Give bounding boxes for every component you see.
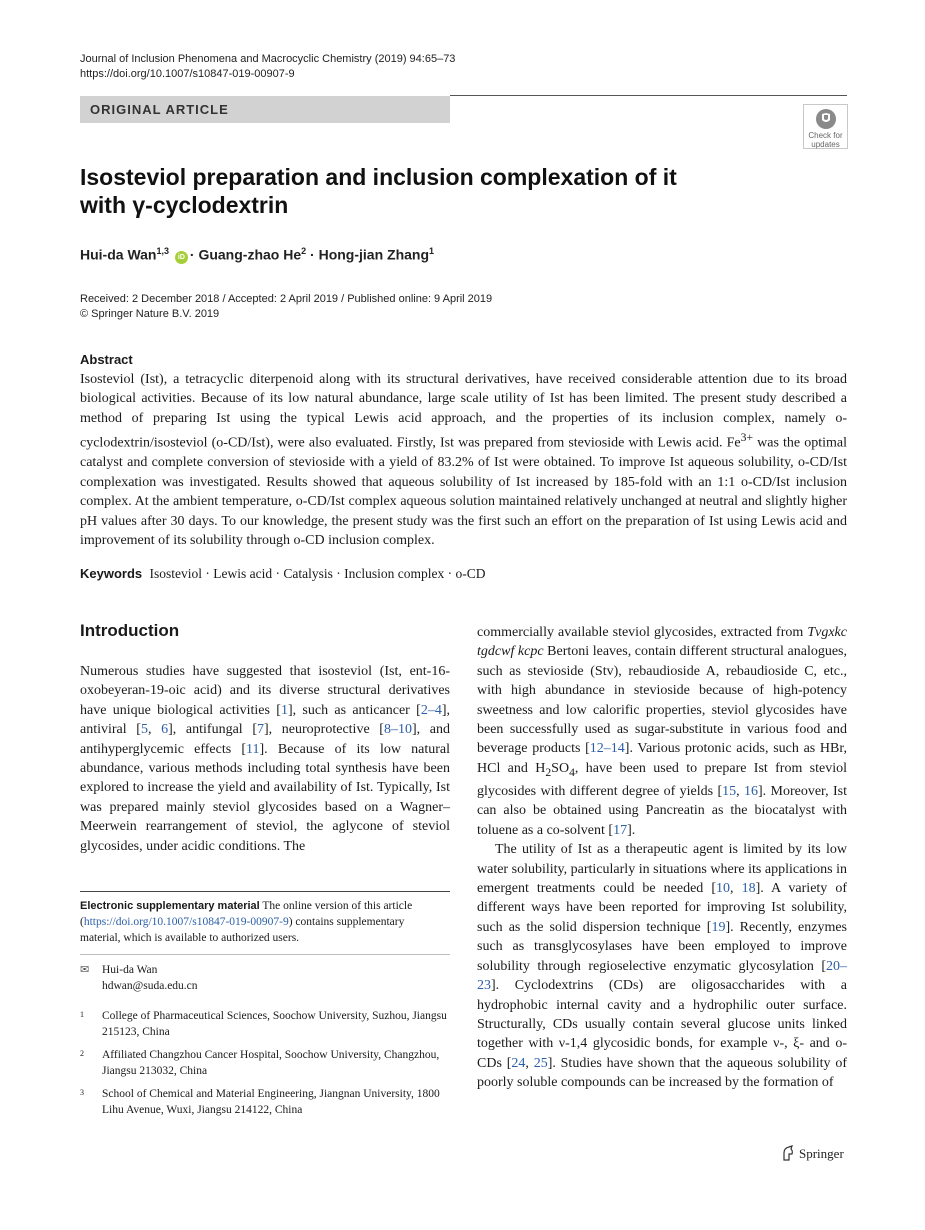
header-rule (450, 95, 847, 96)
intro-paragraph (477, 840, 847, 1092)
author-affil-sup: 1 (429, 246, 435, 256)
affiliation-number: 1 (80, 1010, 84, 1019)
affiliation-number: 2 (80, 1049, 84, 1058)
intro-paragraph (80, 662, 450, 856)
author-name: Hong-jian Zhang (318, 246, 430, 263)
esm-text: ) contains supplementary material, which is available to authorized users. (80, 916, 405, 944)
envelope-icon: ✉ (80, 964, 90, 976)
journal-header (80, 52, 455, 82)
affiliation-3 (80, 1086, 450, 1118)
abstract-text-1: Isosteviol (Ist), a tetracyclic diterpenoid along with its structural derivatives, have received considerable attention due to its broad biological activities. Because of its low natural abundance, large scale utility of Ist has been limited. The present study described a method of preparing Ist using the typical Lewis acid approach, and the properties of its inclusion complex, namely o-cyclodextrin/isosteviol (o-CD/Ist), were also evaluated. Firstly, Ist was prepared from stevioside with Lewis acid. Fe (80, 372, 847, 451)
check-updates-line1: Check for (808, 131, 843, 140)
publication-dates (80, 292, 492, 322)
corresponding-author (80, 962, 198, 994)
iron-charge-sup: 3+ (740, 431, 754, 445)
citation-link[interactable]: 1 (280, 702, 288, 718)
orcid-icon[interactable]: iD (175, 251, 188, 264)
title-line-2: with γ-cyclodextrin (80, 192, 289, 218)
citation-link[interactable]: 8–10 (383, 722, 412, 738)
text-run: ], and antihyperglycemic effects [ (80, 722, 450, 757)
subscript: 4 (569, 765, 575, 779)
author-name: Guang-zhao He (198, 246, 302, 263)
text-run: SO (551, 760, 570, 776)
text-run: ]. Moreover, Ist can also be obtained using Pancreatin as the biocatalyst with toluene as a co-solvent [ (477, 784, 847, 838)
species-name: Tvgxkc tgdcwf kcpc (477, 625, 847, 660)
received-accepted-line: Received: 2 December 2018 / Accepted: 2 April 2019 / Published online: 9 April 2019 (80, 293, 493, 305)
esm-text: The online version of this article ( (80, 900, 413, 928)
doi-link[interactable]: https://doi.org/10.1007/s10847-019-00907-9 (80, 68, 295, 80)
abstract-text-2: was the optimal catalyst and complete conversion of stevioside with a yield of 83.2% of Ist were obtained. To improve Ist aqueous solubility, o-CD/Ist complexation was investigated. Results showed that aqueous solubility of Ist increased by 185-fold with an 1:1 o-CD/Ist inclusion complex. At the ambient temperature, o-CD/Ist complex aqueous solution maintained relatively unchanged at neutral and slightly higher pH values after 30 days. To our knowledge, the present study was the first such an effort on the preparation of Ist using Lewis acid and improvement of its solubility through o-CD inclusion complex. (80, 435, 848, 548)
abstract-heading: Abstract (80, 352, 133, 367)
footnote-divider (80, 954, 450, 955)
supplementary-note (80, 898, 425, 946)
text-run: ]. Various protonic acids, such as HBr, HCl and H (477, 741, 847, 776)
esm-label: Electronic supplementary material (80, 900, 260, 912)
copyright-line: © Springer Nature B.V. 2019 (80, 308, 220, 320)
intro-paragraph (477, 623, 847, 840)
publisher-logo (781, 1145, 844, 1162)
text-run: Bertoni leaves, contain different structural analogues, such as stevioside (Stv), rebaudioside A, rebaudioside C, etc., with high abundance in stevioside because of high-potency sweetness and low calorific properties, steviol glycosides have been successfully used as sugar-substitute in various food and beverage products [ (477, 644, 847, 757)
check-updates-line2: updates (811, 140, 840, 149)
citation-link[interactable]: 17 (613, 822, 628, 838)
affiliation-1 (80, 1008, 450, 1040)
intro-right-column (477, 623, 847, 1093)
keywords-label: Keywords (80, 566, 143, 581)
text-run: Numerous studies have suggested that isosteviol (Ist, ent-16-oxobeyeran-19-oic acid) and its diverse structural derivatives have unique biological activities [ (80, 664, 450, 718)
text-run: , (736, 784, 744, 800)
citation-link[interactable]: 6 (161, 722, 169, 738)
text-run: , have been used to prepare Ist from steviol glycosides with different degree of yields [ (477, 760, 847, 800)
text-run: ], antifungal [ (168, 722, 257, 738)
text-run: , (147, 722, 162, 738)
citation-link[interactable]: 2–4 (420, 702, 442, 718)
text-run: ]. Studies have shown that the aqueous solubility of poorly soluble compounds can be increased by the formation of (477, 1055, 848, 1091)
text-run: ]. Cyclodextrins (CDs) are oligosaccharides with a hydrophobic internal cavity and a hydrophilic outer surface. Structurally, CDs usually contain several glucose units linked together with ν-1,4 glycosidic bonds, for example ν-, ξ- and o-CDs [ (477, 978, 847, 1071)
citation-link[interactable]: 7 (257, 722, 264, 738)
article-type-label: ORIGINAL ARTICLE (90, 102, 229, 117)
text-run: The utility of Ist as a therapeutic agent is limited by its low water solubility, particularly in situations where its applications in emergent treatments could be needed [ (477, 842, 847, 897)
citation-link[interactable]: 20–23 (477, 958, 847, 994)
affiliation-text: Affiliated Changzhou Cancer Hospital, Soochow University, Changzhou, Jiangsu 213032, China (102, 1049, 440, 1077)
footnote-rule (80, 891, 450, 892)
citation-link[interactable]: 10 (716, 881, 731, 897)
citation-link[interactable]: 25 (533, 1055, 548, 1071)
text-run: ], neuroprotective [ (264, 722, 384, 738)
title-line-1: Isosteviol preparation and inclusion complexation of it (80, 164, 677, 190)
citation-link[interactable]: 5 (140, 722, 148, 738)
citation-link[interactable]: 15 (722, 784, 737, 800)
subscript: 2 (545, 765, 552, 779)
introduction-heading: Introduction (80, 621, 180, 640)
author-affil-sup: 1,3 (156, 246, 169, 256)
text-run: ]. A variety of different ways have been reported for improving Ist solubility, such as the solid dispersion technique [ (477, 881, 848, 935)
text-run: , (730, 881, 742, 897)
esm-link[interactable]: https://doi.org/10.1007/s10847-019-00907-9 (83, 916, 289, 928)
text-run: ], such as anticancer [ (287, 702, 421, 718)
author-name: Hui-da Wan (80, 246, 157, 263)
author-list: Hui-da Wan$^{1,3}$ iD · Guang-zhao $He^2$ · Hong-jian Zhang$^1$ (80, 246, 435, 263)
check-for-updates-badge[interactable] (803, 104, 848, 149)
text-run: , (525, 1055, 534, 1071)
keywords-text: Isosteviol · Lewis acid · Catalysis · Inclusion complex · o-CD (149, 566, 486, 581)
abstract-body (80, 370, 847, 550)
citation-link[interactable]: 16 (743, 784, 758, 800)
contact-email[interactable]: hdwan@suda.edu.cn (102, 980, 198, 992)
contact-name: Hui-da Wan (102, 964, 158, 976)
affiliation-2 (80, 1047, 450, 1079)
citation-link[interactable]: 19 (711, 919, 726, 935)
text-run: ]. (627, 822, 636, 838)
text-run: ]. Recently, enzymes such as transglycosylases have been employed to improve solubility through regioselective enzymatic glycosylation [ (477, 919, 847, 974)
springer-horse-icon (781, 1145, 795, 1161)
article-title (80, 163, 760, 219)
citation-link[interactable]: 24 (511, 1055, 526, 1071)
citation-link[interactable]: 18 (741, 881, 756, 897)
check-updates-icon (815, 108, 837, 130)
journal-citation: Journal of Inclusion Phenomena and Macrocyclic Chemistry (2019) 94:65–73 (80, 53, 456, 65)
intro-left-column (80, 662, 450, 856)
text-run: commercially available steviol glycosides, extracted from (477, 625, 808, 640)
citation-link[interactable]: 12–14 (589, 741, 625, 757)
publisher-name: Springer (799, 1146, 844, 1161)
affiliation-number: 3 (80, 1088, 84, 1097)
text-run: ]. Because of its low natural abundance, various methods including total synthesis have been explored to increase the yield and availability of Ist. Typically, Ist was prepared mainly steviol glycosides based on a Wagner–Meerwein rearrangement of steviol, the aglycone of steviol glycosides, under acidic conditions. The (80, 741, 450, 854)
affiliation-text: College of Pharmaceutical Sciences, Soochow University, Suzhou, Jiangsu 215123, China (102, 1010, 447, 1038)
author-affil-sup: 2 (301, 246, 307, 256)
citation-link[interactable]: 11 (246, 741, 260, 757)
text-run: ], antiviral [ (80, 702, 450, 738)
keywords-line (80, 566, 485, 582)
affiliation-text: School of Chemical and Material Engineering, Jiangnan University, 1800 Lihu Avenue, Wuxi, Jiangsu 214122, China (102, 1088, 440, 1116)
